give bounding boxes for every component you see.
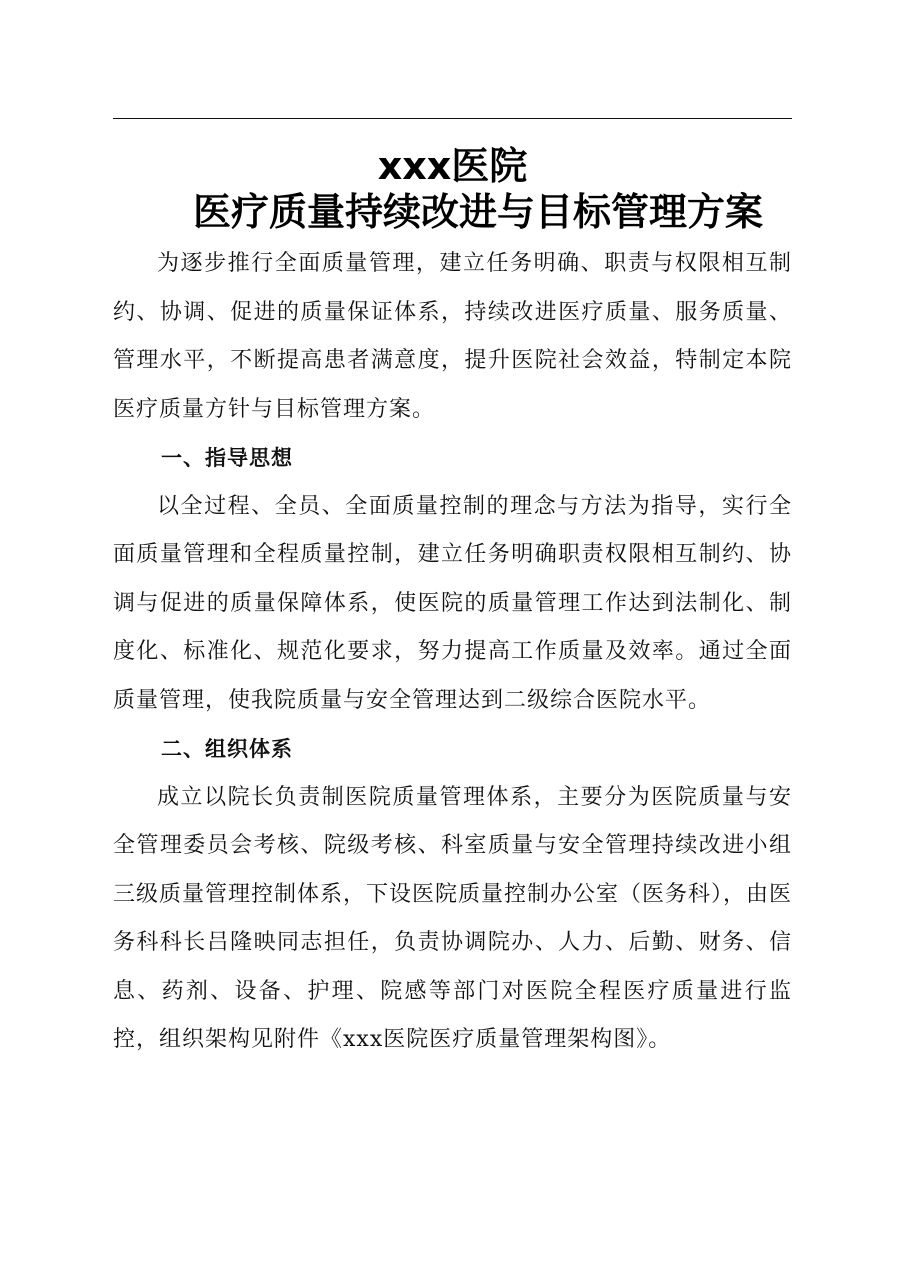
section-paragraph-organization: 成立以院长负责制医院质量管理体系，主要分为医院质量与安全管理委员会考核、院级考核、科室质量与安全管理持续改进小组三级质量管理控制体系，下设医院质量控制办公室（医务科），由医务科科长吕隆映同志担任，负责协调院办、人力、后勤、财务、信息、药剂、设备、护理、院感等部门对医院全程医疗质量进行监控，组织架构见附件《xxx医院医疗质量管理架构图》。 xyxy=(113,784,793,1052)
document-title-plan: 医疗质量持续改进与目标管理方案 xyxy=(193,190,764,234)
section-heading-guiding-ideology: 一、指导思想 xyxy=(161,446,293,470)
document-title-hospital: xxx医院 xyxy=(377,144,528,188)
section-heading-organization: 二、组织体系 xyxy=(161,737,293,761)
document-body xyxy=(113,240,792,1065)
section-paragraph-guiding-ideology: 以全过程、全员、全面质量控制的理念与方法为指导，实行全面质量管理和全程质量控制，建立任务明确职责权限相互制约、协调与促进的质量保障体系，使医院的质量管理工作达到法制化、制度化、标准化、规范化要求，努力提高工作质量及效率。通过全面质量管理，使我院质量与安全管理达到二级综合医院水平。 xyxy=(113,493,792,713)
intro-paragraph: 为逐步推行全面质量管理，建立任务明确、职责与权限相互制约、协调、促进的质量保证体系，持续改进医疗质量、服务质量、管理水平，不断提高患者满意度，提升医院社会效益，特制定本院医疗质量方针与目标管理方案。 xyxy=(113,251,792,422)
header-rule xyxy=(113,118,792,119)
